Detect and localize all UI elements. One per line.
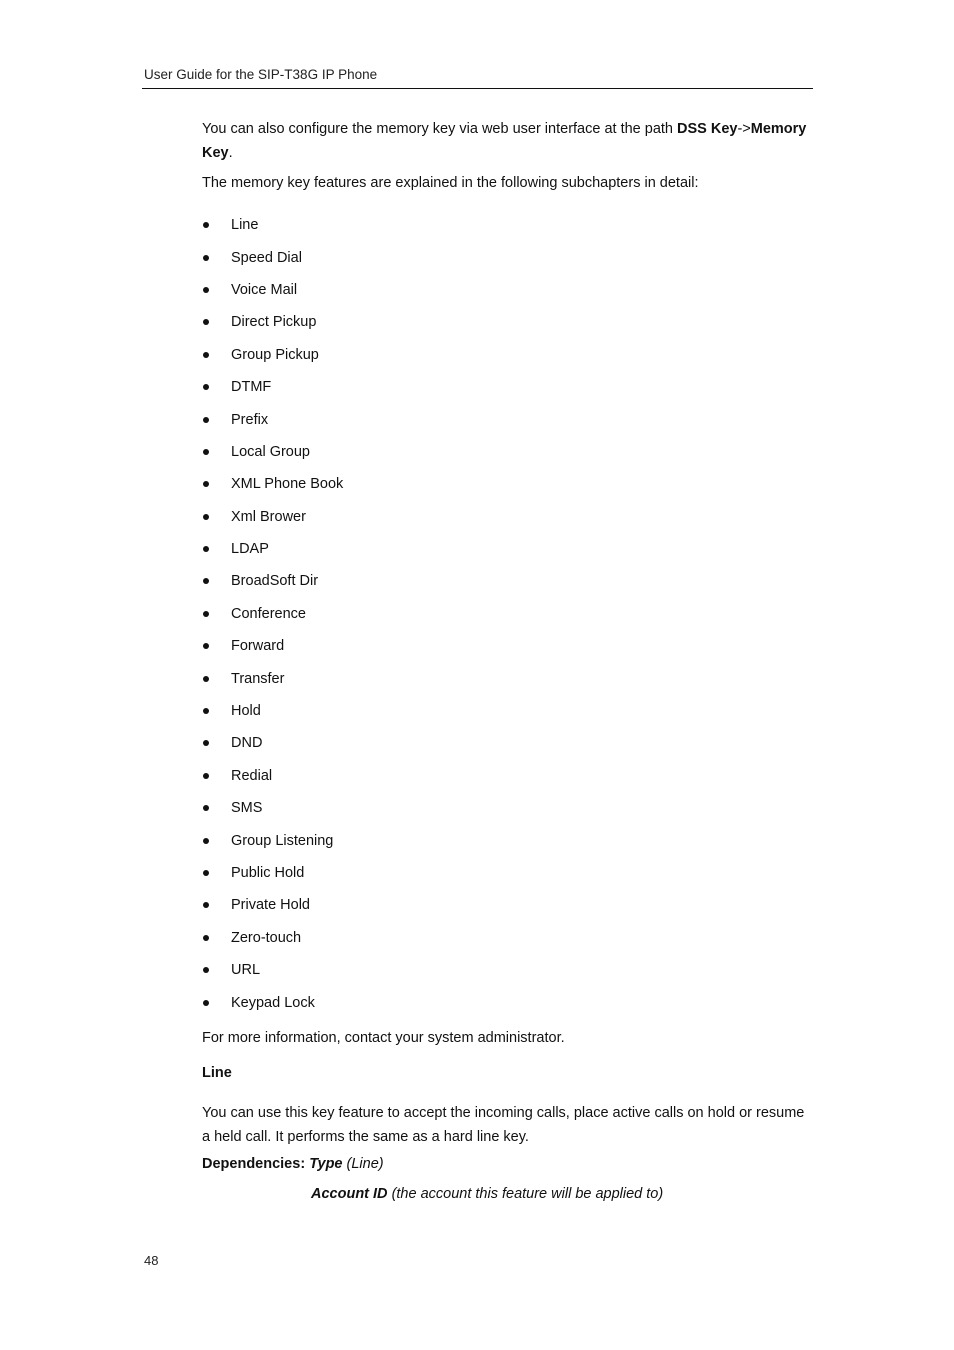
path-arrow: -> <box>737 121 751 137</box>
list-item <box>202 598 343 630</box>
list-item <box>202 241 343 273</box>
dependencies-label: Dependencies: <box>202 1156 306 1172</box>
list-item <box>202 630 343 662</box>
features-intro: The memory key features are explained in the following subchapters in detail: <box>202 175 699 191</box>
list-item <box>202 436 343 468</box>
list-item-label: Keypad Lock <box>231 994 315 1011</box>
list-item <box>202 986 343 1018</box>
bullet-icon <box>203 611 209 617</box>
list-item-label: Conference <box>231 605 306 622</box>
dependency-account <box>311 1186 663 1202</box>
bullet-icon <box>203 222 209 228</box>
bullet-icon <box>203 740 209 746</box>
bullet-icon <box>203 708 209 714</box>
list-item <box>202 403 343 435</box>
list-item-label: Line <box>231 217 259 234</box>
list-item-label: Prefix <box>231 411 269 428</box>
list-item-label: DND <box>231 735 263 752</box>
path-memory-key: Memory Key <box>202 121 807 161</box>
list-item <box>202 339 343 371</box>
feature-list <box>202 209 343 1019</box>
bullet-icon <box>203 643 209 649</box>
list-item-label: Local Group <box>231 443 310 460</box>
list-item-label: LDAP <box>231 541 269 558</box>
list-item-label: Hold <box>231 703 261 720</box>
bullet-icon <box>203 1000 209 1006</box>
list-item-label: BroadSoft Dir <box>231 573 319 590</box>
list-item-label: Voice Mail <box>231 281 298 298</box>
list-item <box>202 922 343 954</box>
bullet-icon <box>203 578 209 584</box>
dependency-type <box>309 1156 383 1172</box>
list-item <box>202 889 343 921</box>
list-item <box>202 662 343 694</box>
bullet-icon <box>203 546 209 552</box>
bullet-icon <box>203 384 209 390</box>
running-header: User Guide for the SIP-T38G IP Phone <box>144 67 378 82</box>
list-item-label: Speed Dial <box>231 249 302 266</box>
section-body: You can use this key feature to accept the incoming calls, place active calls on hold or resume a held call. It performs the same as a hard line key. <box>202 1105 805 1145</box>
dependency-type-name: Type <box>309 1156 343 1172</box>
list-item-label: DTMF <box>231 379 272 396</box>
intro-period: . <box>228 145 233 161</box>
list-item <box>202 306 343 338</box>
bullet-icon <box>203 287 209 293</box>
list-item-label: Redial <box>231 767 273 784</box>
bullet-icon <box>203 514 209 520</box>
page-number: 48 <box>144 1253 159 1268</box>
bullet-icon <box>203 935 209 941</box>
list-item <box>202 501 343 533</box>
list-item-label: Private Hold <box>231 897 310 914</box>
intro-text: You can also configure the memory key via web user interface at the path <box>202 121 678 137</box>
bullet-icon <box>203 967 209 973</box>
list-item-label: Public Hold <box>231 865 305 881</box>
bullet-icon <box>203 805 209 811</box>
bullet-icon <box>203 352 209 358</box>
list-item-label: Forward <box>231 638 285 655</box>
section-heading: Line <box>202 1065 232 1081</box>
list-item <box>202 371 343 403</box>
list-item-label: XML Phone Book <box>231 476 344 493</box>
list-item <box>202 954 343 986</box>
bullet-icon <box>203 902 209 908</box>
list-item <box>202 824 343 856</box>
path-dss-key: DSS Key <box>677 121 738 137</box>
bullet-icon <box>203 676 209 682</box>
bullet-icon <box>203 255 209 261</box>
bullet-icon <box>203 870 209 876</box>
list-item <box>202 792 343 824</box>
list-item <box>202 695 343 727</box>
list-item-label: Xml Brower <box>231 508 306 525</box>
bullet-icon <box>203 838 209 844</box>
list-item-label: Transfer <box>231 670 285 687</box>
dependencies-line <box>202 1156 384 1172</box>
list-item-label: Direct Pickup <box>231 314 317 331</box>
list-item <box>202 565 343 597</box>
bullet-icon <box>203 773 209 779</box>
dependency-account-value: (the account this feature will be applied to) <box>391 1186 664 1202</box>
dependency-type-value: (Line) <box>346 1156 384 1172</box>
list-item-label: URL <box>231 962 261 979</box>
bullet-icon <box>203 417 209 423</box>
list-item <box>202 209 343 241</box>
list-item <box>202 533 343 565</box>
list-item <box>202 468 343 500</box>
list-item-label: Group Listening <box>231 832 334 849</box>
list-item-label: SMS <box>231 800 263 817</box>
intro-paragraph <box>202 117 812 165</box>
bullet-icon <box>203 449 209 455</box>
list-item-label: Zero-touch <box>231 929 302 946</box>
more-info-text: For more information, contact your system administrator. <box>202 1030 565 1046</box>
list-item <box>202 760 343 792</box>
list-item <box>202 274 343 306</box>
list-item-label: Group Pickup <box>231 346 319 363</box>
header-rule <box>142 88 813 89</box>
bullet-icon <box>203 481 209 487</box>
list-item <box>202 857 343 889</box>
bullet-icon <box>203 319 209 325</box>
dependency-account-name: Account ID <box>311 1186 388 1202</box>
list-item <box>202 727 343 759</box>
